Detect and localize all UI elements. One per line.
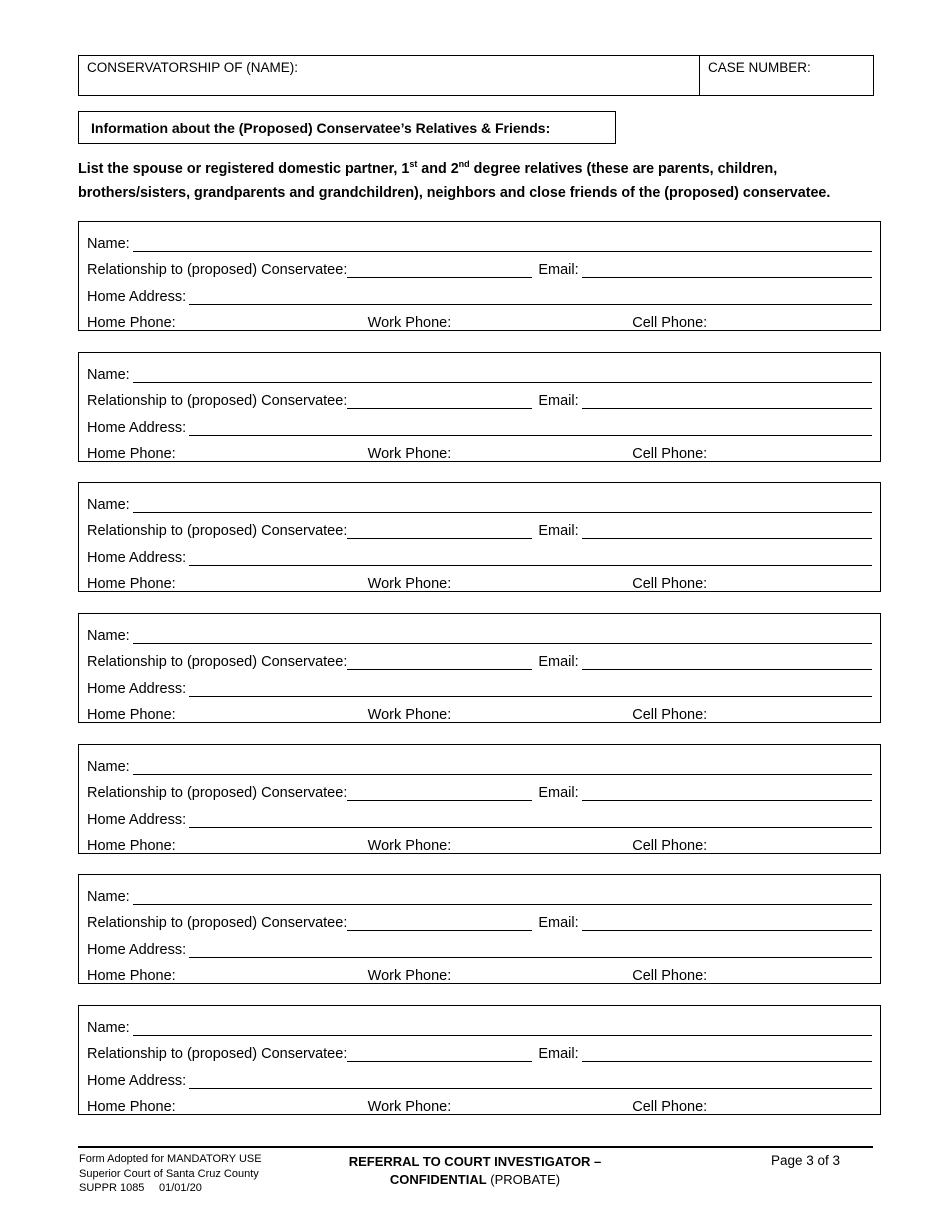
- work-phone-field[interactable]: [454, 1098, 626, 1115]
- email-label: Email:: [538, 785, 579, 802]
- footer-adopted-line: Form Adopted for MANDATORY USE: [79, 1153, 262, 1165]
- case-number-label: CASE NUMBER:: [708, 60, 811, 75]
- home-phone-label: Home Phone:: [87, 1099, 176, 1116]
- cell-phone-label: Cell Phone:: [632, 576, 708, 593]
- relationship-label: Relationship to (proposed) Conservatee:: [87, 262, 348, 279]
- relationship-label: Relationship to (proposed) Conservatee:: [87, 1046, 348, 1063]
- relationship-field[interactable]: [347, 914, 532, 931]
- email-field[interactable]: [582, 522, 872, 539]
- contact-entry: [78, 352, 881, 462]
- work-phone-label: Work Phone:: [367, 315, 452, 332]
- conservatorship-name-field[interactable]: [79, 56, 700, 95]
- home-address-label: Home Address:: [87, 941, 187, 958]
- footer-form-title: REFERRAL TO COURT INVESTIGATOR – CONFIDENTIAL (PROBATE): [348, 1154, 602, 1187]
- cell-phone-field[interactable]: [710, 837, 872, 854]
- home-phone-label: Home Phone:: [87, 446, 176, 463]
- name-label: Name:: [87, 627, 130, 644]
- home-address-field[interactable]: [189, 288, 872, 305]
- cell-phone-field[interactable]: [710, 706, 872, 723]
- work-phone-label: Work Phone:: [367, 576, 452, 593]
- work-phone-field[interactable]: [454, 314, 626, 331]
- email-label: Email:: [538, 915, 579, 932]
- home-phone-field[interactable]: [176, 837, 362, 854]
- name-field[interactable]: [133, 366, 872, 383]
- footer-divider: [78, 1146, 873, 1148]
- conservatorship-label: CONSERVATORSHIP OF (NAME):: [87, 60, 299, 75]
- page-number: Page 3 of 3: [771, 1153, 841, 1168]
- home-phone-field[interactable]: [176, 314, 362, 331]
- name-label: Name:: [87, 366, 130, 383]
- email-label: Email:: [538, 523, 579, 540]
- footer-court-line: Superior Court of Santa Cruz County: [79, 1167, 259, 1180]
- home-phone-field[interactable]: [176, 967, 362, 984]
- cell-phone-label: Cell Phone:: [632, 968, 708, 985]
- email-field[interactable]: [582, 1045, 872, 1062]
- name-field[interactable]: [133, 1019, 872, 1036]
- relationship-label: Relationship to (proposed) Conservatee:: [87, 654, 348, 671]
- email-label: Email:: [538, 1046, 579, 1063]
- section-title: Information about the (Proposed) Conservatee’s Relatives & Friends:: [78, 111, 616, 144]
- cell-phone-field[interactable]: [710, 445, 872, 462]
- email-label: Email:: [538, 262, 579, 279]
- home-address-field[interactable]: [189, 811, 872, 828]
- home-address-label: Home Address:: [87, 549, 187, 566]
- relationship-field[interactable]: [347, 784, 532, 801]
- home-phone-label: Home Phone:: [87, 576, 176, 593]
- home-address-label: Home Address:: [87, 811, 187, 828]
- name-field[interactable]: [133, 496, 872, 513]
- home-phone-field[interactable]: [176, 1098, 362, 1115]
- relationship-field[interactable]: [347, 261, 532, 278]
- relationship-field[interactable]: [347, 522, 532, 539]
- footer-form-info: [79, 1152, 262, 1196]
- work-phone-field[interactable]: [454, 445, 626, 462]
- home-address-field[interactable]: [189, 549, 872, 566]
- case-header-table: [78, 55, 874, 96]
- name-label: Name:: [87, 758, 130, 775]
- relationship-label: Relationship to (proposed) Conservatee:: [87, 915, 348, 932]
- home-phone-label: Home Phone:: [87, 707, 176, 724]
- contact-entry: [78, 744, 881, 854]
- home-phone-label: Home Phone:: [87, 315, 176, 332]
- footer-form-id: SUPPR 1085: [79, 1182, 145, 1194]
- home-address-field[interactable]: [189, 1072, 872, 1089]
- name-field[interactable]: [133, 627, 872, 644]
- email-field[interactable]: [582, 261, 872, 278]
- email-field[interactable]: [582, 784, 872, 801]
- name-label: Name:: [87, 496, 130, 513]
- cell-phone-field[interactable]: [710, 967, 872, 984]
- relationship-label: Relationship to (proposed) Conservatee:: [87, 393, 348, 410]
- cell-phone-label: Cell Phone:: [632, 1099, 708, 1116]
- name-field[interactable]: [133, 888, 872, 905]
- footer-form-date: 01/01/20: [159, 1182, 202, 1194]
- home-phone-label: Home Phone:: [87, 968, 176, 985]
- cell-phone-label: Cell Phone:: [632, 315, 708, 332]
- work-phone-label: Work Phone:: [367, 1099, 452, 1116]
- contact-entry: [78, 613, 881, 723]
- home-address-label: Home Address:: [87, 680, 187, 697]
- name-field[interactable]: [133, 235, 872, 252]
- contact-entry: [78, 874, 881, 984]
- home-address-field[interactable]: [189, 941, 872, 958]
- home-address-field[interactable]: [189, 680, 872, 697]
- cell-phone-field[interactable]: [710, 314, 872, 331]
- name-label: Name:: [87, 235, 130, 252]
- relationship-field[interactable]: [347, 653, 532, 670]
- relationship-label: Relationship to (proposed) Conservatee:: [87, 785, 348, 802]
- relationship-field[interactable]: [347, 1045, 532, 1062]
- home-phone-field[interactable]: [176, 445, 362, 462]
- cell-phone-label: Cell Phone:: [632, 707, 708, 724]
- home-address-field[interactable]: [189, 419, 872, 436]
- work-phone-label: Work Phone:: [367, 838, 452, 855]
- work-phone-label: Work Phone:: [367, 707, 452, 724]
- contact-entry: [78, 1005, 881, 1115]
- home-phone-label: Home Phone:: [87, 838, 176, 855]
- cell-phone-field[interactable]: [710, 1098, 872, 1115]
- email-field[interactable]: [582, 653, 872, 670]
- email-field[interactable]: [582, 914, 872, 931]
- name-label: Name:: [87, 1019, 130, 1036]
- home-phone-field[interactable]: [176, 575, 362, 592]
- work-phone-field[interactable]: [454, 967, 626, 984]
- contact-entry: [78, 221, 881, 331]
- instructions-text: List the spouse or registered domestic partner, 1st and 2nd degree relatives (these are parents, children, brothers/sisters, grandparents and grandchildren), neighbors and close friends of the (proposed) conservatee.: [78, 159, 831, 201]
- name-field[interactable]: [133, 758, 872, 775]
- cell-phone-field[interactable]: [710, 575, 872, 592]
- relationship-label: Relationship to (proposed) Conservatee:: [87, 523, 348, 540]
- work-phone-field[interactable]: [454, 706, 626, 723]
- cell-phone-label: Cell Phone:: [632, 838, 708, 855]
- contact-entry: [78, 482, 881, 592]
- home-address-label: Home Address:: [87, 419, 187, 436]
- home-phone-field[interactable]: [176, 706, 362, 723]
- case-number-field[interactable]: [700, 56, 873, 95]
- cell-phone-label: Cell Phone:: [632, 446, 708, 463]
- work-phone-field[interactable]: [454, 837, 626, 854]
- home-address-label: Home Address:: [87, 1072, 187, 1089]
- email-label: Email:: [538, 393, 579, 410]
- work-phone-field[interactable]: [454, 575, 626, 592]
- work-phone-label: Work Phone:: [367, 968, 452, 985]
- email-field[interactable]: [582, 392, 872, 409]
- name-label: Name:: [87, 888, 130, 905]
- home-address-label: Home Address:: [87, 288, 187, 305]
- email-label: Email:: [538, 654, 579, 671]
- relationship-field[interactable]: [347, 392, 532, 409]
- work-phone-label: Work Phone:: [367, 446, 452, 463]
